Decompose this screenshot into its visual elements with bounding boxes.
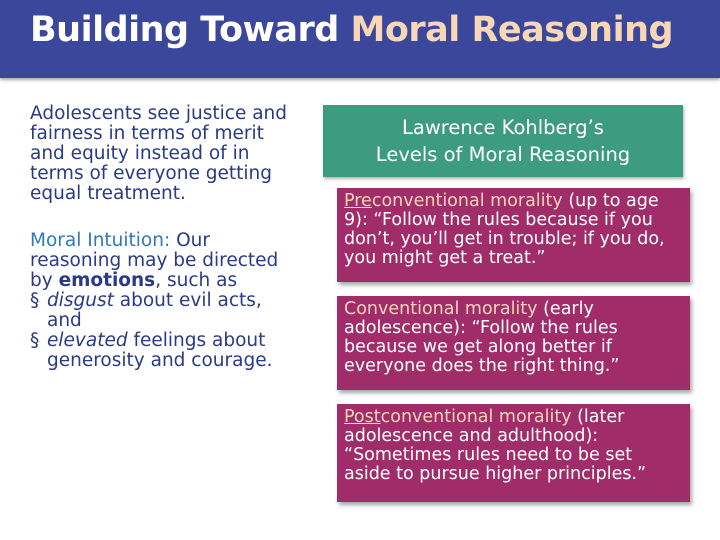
moral-intuition-paragraph	[30, 231, 292, 291]
list-item	[30, 331, 292, 371]
emotions-word: emotions	[58, 270, 156, 291]
kohlberg-header-text	[376, 114, 630, 168]
level-term-rest: conventional morality	[380, 407, 572, 427]
level-term	[344, 191, 563, 211]
title-part1: Building Toward	[30, 10, 351, 50]
level-term-rest: conventional morality	[371, 191, 563, 211]
level-description: (early adolescence): “Follow the rules because we get along better if everyone does the right thing.”	[344, 299, 620, 376]
mi-text1: Our reasoning may be directed by	[30, 230, 279, 291]
bullet-icon: §	[30, 330, 40, 351]
level-term-rest: Conventional morality	[344, 299, 538, 319]
level-prefix: Post	[344, 407, 381, 427]
left-column	[30, 104, 292, 371]
conventional-box	[337, 296, 690, 390]
list-item-emphasis: disgust	[47, 290, 114, 311]
moral-intuition-label: Moral Intuition:	[30, 230, 171, 251]
justice-paragraph: Adolescents see justice and fairness in terms of merit and equity instead of in terms of everyone getting equal treatment.	[30, 103, 288, 204]
mi-text2: , such as	[155, 270, 238, 291]
header-line1: Lawrence Kohlberg’s	[402, 116, 604, 139]
list-item-text: feelings about generosity and courage.	[47, 330, 273, 371]
list-item-text: about evil acts, and	[47, 290, 262, 331]
title-bar	[0, 0, 720, 78]
level-description: (later adolescence and adulthood): “Sometimes rules need to be set aside to pursue higher principles.”	[344, 407, 647, 484]
level-term	[344, 299, 538, 319]
list-item-emphasis: elevated	[47, 330, 128, 351]
slide-title	[30, 8, 673, 52]
emotion-list	[30, 291, 292, 371]
header-line2: Levels of Moral Reasoning	[375, 143, 631, 166]
level-prefix: Pre	[344, 191, 372, 211]
postconventional-box	[337, 404, 690, 502]
title-accent: Moral Reasoning	[350, 10, 674, 50]
preconventional-box	[337, 188, 690, 282]
bullet-icon: §	[30, 290, 40, 311]
level-term	[344, 407, 572, 427]
list-item	[30, 291, 292, 331]
level-description: (up to age 9): “Follow the rules because if you don’t, you’ll get in trouble; if you do, you might get a treat.”	[344, 191, 665, 268]
kohlberg-header-box	[323, 105, 683, 177]
